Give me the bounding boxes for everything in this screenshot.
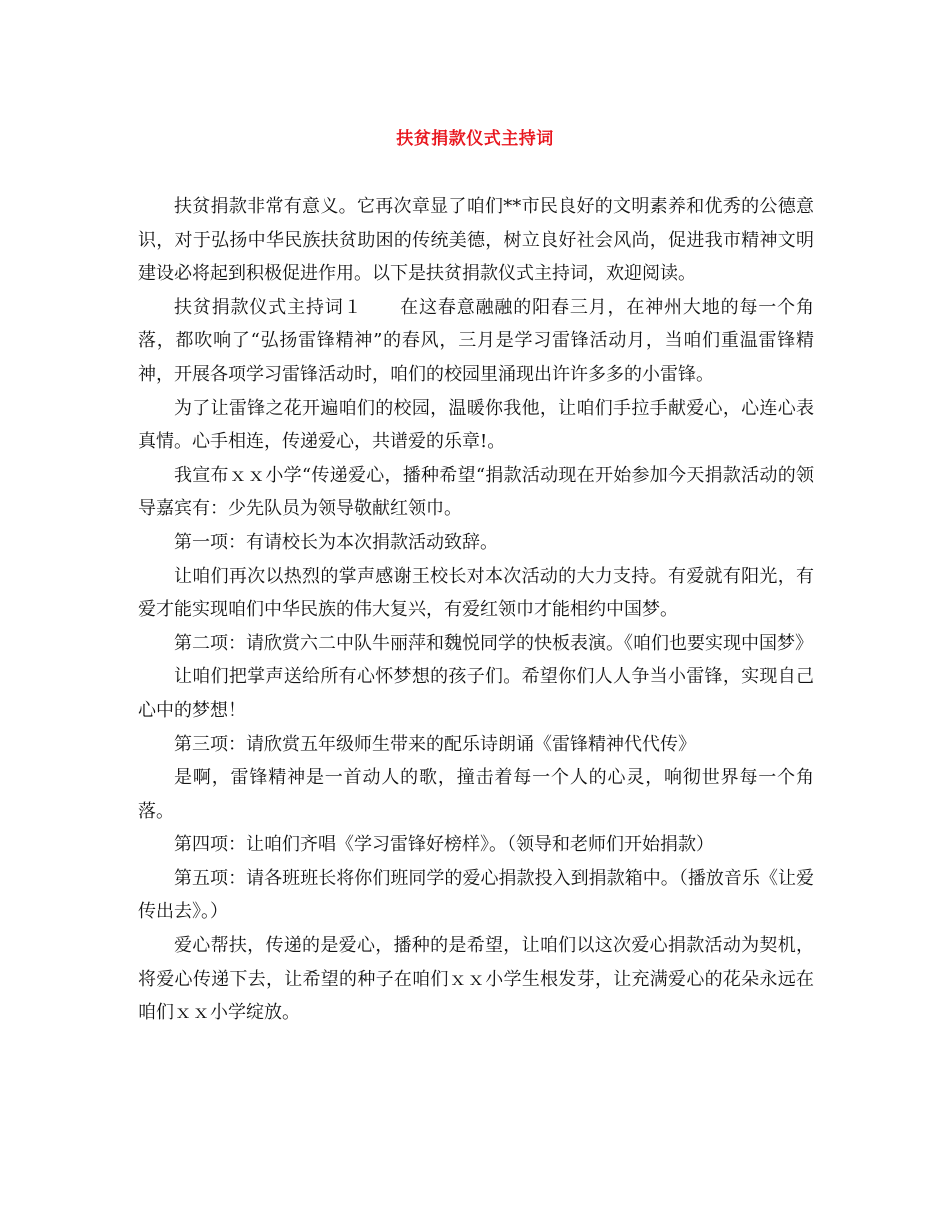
paragraph: 爱心帮扶，传递的是爱心，播种的是希望，让咱们以这次爱心捐款活动为契机，将爱心传递下去，让希望的种子在咱们ｘｘ小学生根发芽，让充满爱心的花朵永远在咱们ｘｘ小学绽放。 — [138, 935, 814, 1024]
document-body — [138, 190, 814, 1030]
paragraph: 第二项：请欣赏六二中队牛丽萍和魏悦同学的快板表演。《咱们也要实现中国梦》 — [174, 632, 813, 654]
paragraph: 我宣布ｘｘ小学“传递爱心，播种希望“捐款活动现在开始参加今天捐款活动的领导嘉宾有：少先队员为领导敬献红领巾。 — [138, 464, 814, 520]
paragraph: 扶贫捐款仪式主持词１ 在这春意融融的阳春三月，在神州大地的每一个角落，都吹响了“弘扬雷锋精神”的春风，三月是学习雷锋活动月，当咱们重温雷锋精神，开展各项学习雷锋活动时，咱们的校园里涌现出许许多多的小雷锋。 — [138, 296, 814, 385]
paragraph: 第四项：让咱们齐唱《学习雷锋好榜样》。（领导和老师们开始捐款） — [174, 834, 714, 856]
paragraph: 为了让雷锋之花开遍咱们的校园，温暖你我他，让咱们手拉手献爱心，心连心表真情。心手相连，传递爱心，共谱爱的乐章!。 — [138, 397, 814, 453]
paragraph: 扶贫捐款非常有意义。它再次章显了咱们**市民良好的文明素养和优秀的公德意识，对于弘扬中华民族扶贫助困的传统美德，树立良好社会风尚，促进我市精神文明建设必将起到积极促进作用。以下是扶贫捐款仪式主持词，欢迎阅读。 — [138, 196, 814, 285]
paragraph: 是啊，雷锋精神是一首动人的歌，撞击着每一个人的心灵，响彻世界每一个角落。 — [138, 767, 814, 822]
document-title: 扶贫捐款仪式主持词 — [396, 129, 554, 149]
paragraph: 第一项：有请校长为本次捐款活动致辞。 — [174, 531, 498, 553]
paragraph: 第五项：请各班班长将你们班同学的爱心捐款投入到捐款箱中。（播放音乐《让爱传出去》。） — [138, 867, 814, 923]
paragraph: 第三项：请欣赏五年级师生带来的配乐诗朗诵《雷锋精神代代传》 — [174, 733, 696, 755]
paragraph: 让咱们把掌声送给所有心怀梦想的孩子们。希望你们人人争当小雷锋，实现自己心中的梦想！ — [138, 666, 814, 721]
paragraph: 让咱们再次以热烈的掌声感谢王校长对本次活动的大力支持。有爱就有阳光，有爱才能实现咱们中华民族的伟大复兴，有爱红领巾才能相约中国梦。 — [138, 565, 814, 621]
